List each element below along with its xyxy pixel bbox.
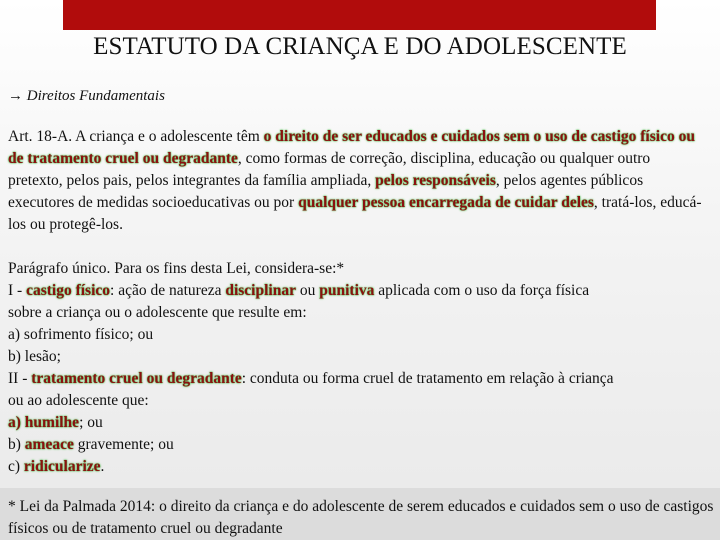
highlight-humilhe: a) humilhe — [8, 414, 80, 431]
item-i-text-1: : ação de natureza — [110, 282, 226, 299]
item-i-line-2: sobre a criança ou o adolescente que resulte em: — [8, 304, 307, 321]
footnote: * Lei da Palmada 2014: o direito da criança e do adolescente de serem educados e cuidados sem o uso de castigos físicos ou de tratamento cruel ou degradante — [8, 498, 714, 537]
arrow-right-icon: → — [8, 88, 23, 104]
item-i-line — [8, 280, 718, 302]
item-ii-prefix: II - — [8, 370, 32, 387]
highlight-ridicularize: ridicularize — [23, 458, 101, 475]
item-ii-c — [8, 456, 718, 478]
highlight-pessoa-encarregada: qualquer pessoa encarregada de cuidar deles — [298, 194, 594, 211]
item-i-text-2: ou — [295, 282, 320, 299]
highlight-responsaveis: pelos responsáveis — [375, 172, 496, 189]
article-text-3: , pelos agentes públicos executores de medidas socioeducativas ou por — [8, 172, 644, 211]
article-text-1: Art. 18-A. A criança e o adolescente têm — [8, 128, 264, 145]
paragrafo-unico — [8, 258, 718, 478]
highlight-punitiva: punitiva — [319, 282, 375, 299]
item-ii-text-1: : conduta ou forma cruel de tratamento em relação à criança — [241, 370, 614, 387]
paragraph-intro: Parágrafo único. Para os fins desta Lei, considera-se:* — [8, 260, 345, 277]
subtitle — [8, 86, 165, 106]
item-i-text-3: aplicada com o uso da força física — [374, 282, 590, 299]
article-text-4: , tratá-los, educá-los ou protegê-los. — [8, 194, 702, 233]
highlight-ameace: ameace — [24, 436, 74, 453]
item-i-prefix: I - — [8, 282, 27, 299]
article-text-2: , como formas de correção, disciplina, educação ou qualquer outro pretexto, pelos pais, pelos integrantes da família ampliada, — [8, 150, 651, 189]
subtitle-text: Direitos Fundamentais — [26, 88, 165, 104]
item-ii-c-prefix: c) — [8, 458, 24, 475]
page-title: ESTATUTO DA CRIANÇA E DO ADOLESCENTE — [93, 33, 627, 60]
highlight-direito: o direito de ser educados e cuidados sem o uso de castigo físico ou de tratamento cruel ou degradante — [8, 128, 695, 167]
highlight-disciplinar: disciplinar — [225, 282, 296, 299]
item-i-a: a) sofrimento físico; ou — [8, 326, 154, 343]
highlight-castigo-fisico: castigo físico — [26, 282, 111, 299]
highlight-tratamento-cruel: tratamento cruel ou degradante — [31, 370, 242, 387]
item-ii-b — [8, 434, 718, 456]
item-ii-c-text: . — [100, 458, 105, 475]
item-ii-a — [8, 412, 718, 434]
item-ii-b-text: gravemente; ou — [73, 436, 174, 453]
header-red-bar — [63, 0, 656, 30]
item-ii-b-prefix: b) — [8, 436, 25, 453]
item-i-b: b) lesão; — [8, 348, 61, 365]
article-18a — [8, 126, 708, 236]
item-ii-a-text: ; ou — [79, 414, 103, 431]
item-ii-line-2: ou ao adolescente que: — [8, 392, 149, 409]
item-ii-line — [8, 368, 718, 390]
